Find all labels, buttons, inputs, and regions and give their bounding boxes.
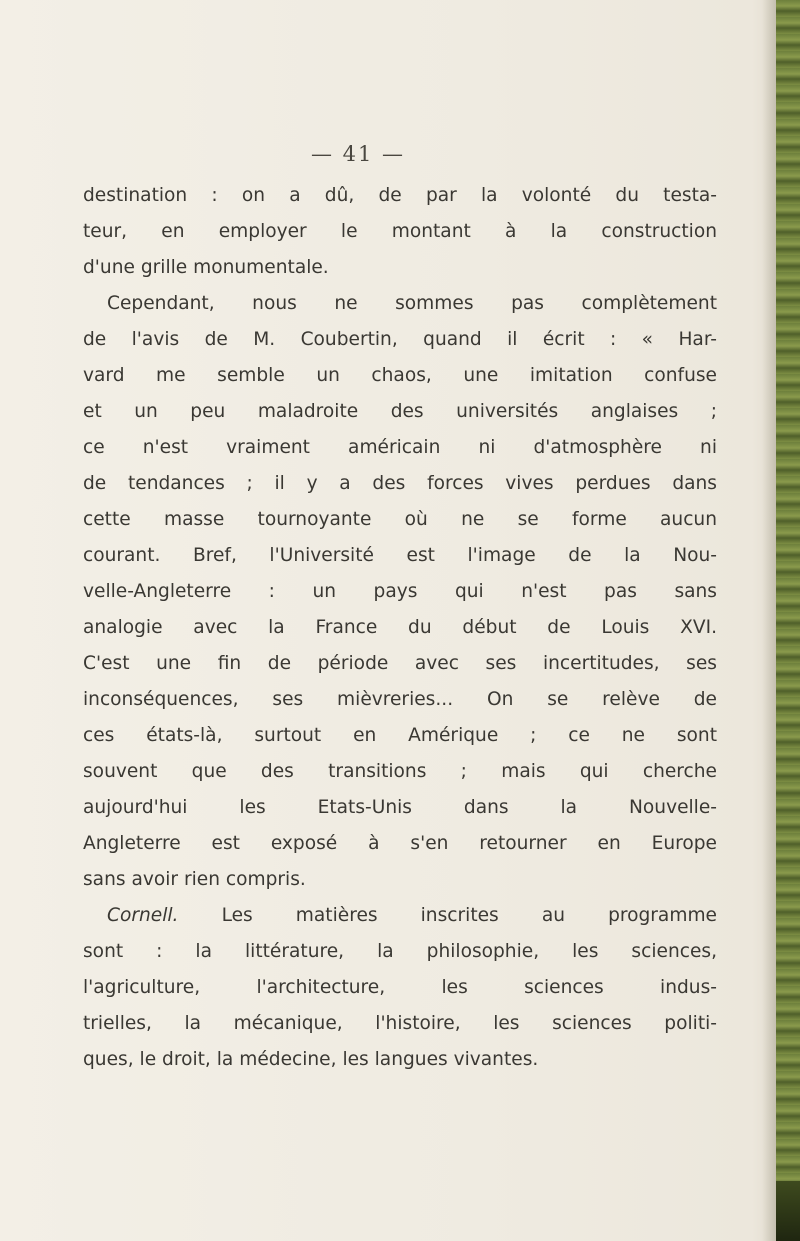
- text-line: courant. Bref, l'Université est l'image de la Nou-: [83, 545, 717, 566]
- section-heading-cornell: Cornell.: [107, 905, 179, 926]
- text-line: de tendances ; il y a des forces vives perdues dans: [83, 473, 717, 494]
- text-line: trielles, la mécanique, l'histoire, les sciences politi-: [83, 1013, 717, 1034]
- book-binding-corner: [776, 1181, 800, 1241]
- text-line: souvent que des transitions ; mais qui cherche: [83, 761, 717, 782]
- book-binding-edge: [776, 0, 800, 1241]
- text-line: cette masse tournoyante où ne se forme aucun: [83, 509, 717, 530]
- text-line: teur, en employer le montant à la construction: [83, 221, 717, 242]
- text-line: ces états-là, surtout en Amérique ; ce ne sont: [83, 725, 717, 746]
- text-line: sont : la littérature, la philosophie, les sciences,: [83, 941, 717, 962]
- text-line: vard me semble un chaos, une imitation confuse: [83, 365, 717, 386]
- text-line: aujourd'hui les Etats-Unis dans la Nouvelle-: [83, 797, 717, 818]
- text-line: [83, 898, 717, 934]
- binding-shadow: [762, 0, 776, 1241]
- text-line: analogie avec la France du début de Louis XVI.: [83, 617, 717, 638]
- text-line-rest: Les matières inscrites au programme: [178, 905, 717, 926]
- text-line: velle-Angleterre : un pays qui n'est pas sans: [83, 581, 717, 602]
- page-number: — 41 —: [310, 142, 406, 166]
- text-line: destination : on a dû, de par la volonté du testa-: [83, 185, 717, 206]
- body-text: [83, 178, 717, 1078]
- text-line: Angleterre est exposé à s'en retourner en Europe: [83, 833, 717, 854]
- text-line: d'une grille monumentale.: [83, 257, 329, 278]
- text-line: Cependant, nous ne sommes pas complètement: [107, 293, 717, 314]
- text-line: ce n'est vraiment américain ni d'atmosphère ni: [83, 437, 717, 458]
- text-line: de l'avis de M. Coubertin, quand il écrit : « Har-: [83, 329, 717, 350]
- text-line: C'est une fin de période avec ses incertitudes, ses: [83, 653, 717, 674]
- text-line: sans avoir rien compris.: [83, 869, 306, 890]
- text-line: l'agriculture, l'architecture, les sciences indus-: [83, 977, 717, 998]
- text-line: et un peu maladroite des universités anglaises ;: [83, 401, 717, 422]
- text-line: ques, le droit, la médecine, les langues vivantes.: [83, 1049, 539, 1070]
- text-line: inconséquences, ses mièvreries... On se relève de: [83, 689, 717, 710]
